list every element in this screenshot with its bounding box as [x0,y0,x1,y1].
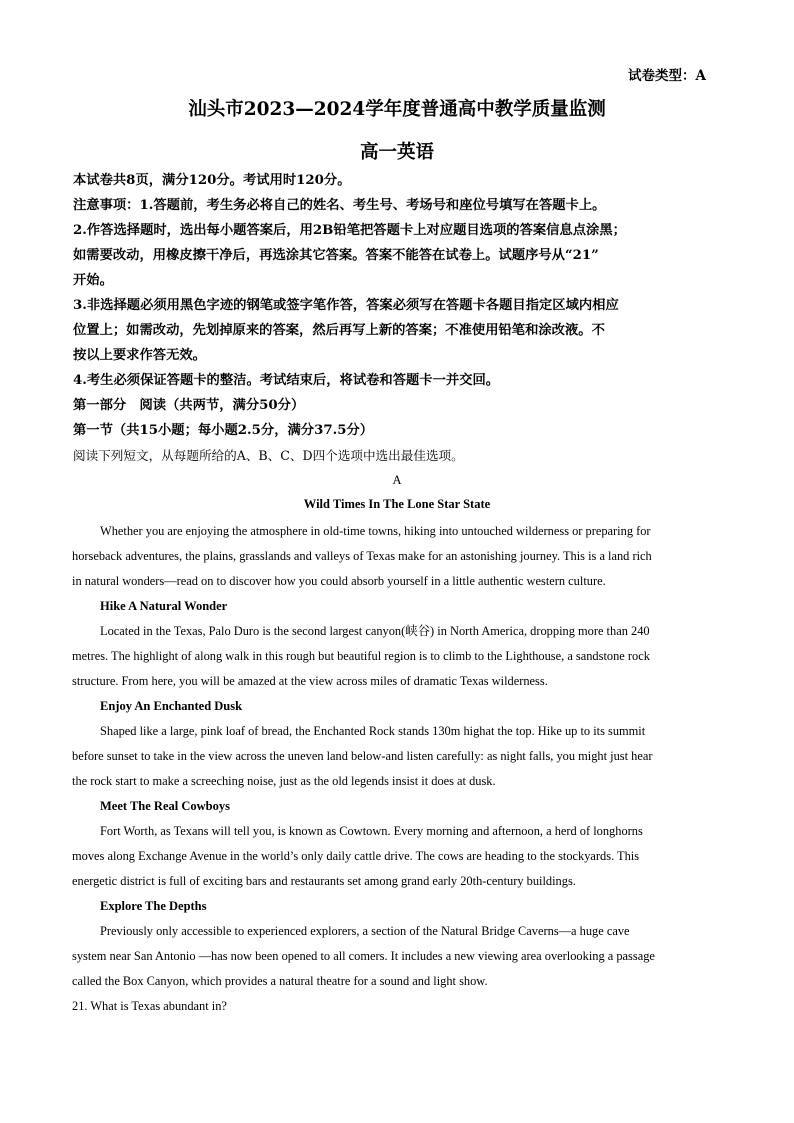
instruction-line: 位置上；如需改动，先划掉原来的答案，然后再写上新的答案；不准使用铅笔和涂改液。不 [73,323,605,338]
instruction-line: 3.非选择题必须用黑色字迹的钢笔或签字笔作答，答案必须写在答题卡各题目指定区域内相应 [73,298,619,313]
instruction-line: 按以上要求作答无效。 [73,348,206,363]
paragraph-line: in natural wonders—read on to discover how you could absorb yourself in a little authentic western culture. [72,574,606,588]
question-21: 21. What is Texas abundant in? [72,999,227,1013]
paragraph-line: Located in the Texas, Palo Duro is the second largest canyon(峡谷) in North America, dropping more than 240 [100,624,650,638]
paragraph-line: Whether you are enjoying the atmosphere in old-time towns, hiking into untouched wilderness or preparing for [100,524,651,538]
paragraph-line: Previously only accessible to experienced explorers, a section of the Natural Bridge Caverns—a huge cave [100,924,630,938]
paragraph-line: energetic district is full of exciting bars and restaurants set among grand early 20th-century buildings. [72,874,576,888]
paragraph-line: Fort Worth, as Texans will tell you, is known as Cowtown. Every morning and afternoon, a herd of longhorns [100,824,643,838]
part-heading: 第一部分 阅读（共两节，满分50分） [73,398,305,413]
section-subheading: Explore The Depths [100,899,207,913]
paragraph-line: the rock start to make a screeching noise, just as the old legends insist it does at dusk. [72,774,496,788]
passage-title: Wild Times In The Lone Star State [303,497,491,511]
paragraph-line: structure. From here, you will be amazed at the view across miles of dramatic Texas wilderness. [72,674,548,688]
paper-type-label: 试卷类型：A [628,68,706,84]
subject-title: 高一英语 [359,142,434,163]
section-subheading: Enjoy An Enchanted Dusk [100,699,243,713]
paragraph-line: metres. The highlight of along walk in this rough but beautiful region is to climb to the Lighthouse, a sandstone rock [72,649,650,663]
instruction-line: 开始。 [73,273,113,288]
paragraph-line: moves along Exchange Avenue in the world’s only daily cattle drive. The cows are heading to the stockyards. This [72,849,640,863]
exam-title: 汕头市2023—2024学年度普通高中教学质量监测 [188,99,606,120]
instruction-line: 如需要改动，用橡皮擦干净后，再选涂其它答案。答案不能答在试卷上。试题序号从“21” [73,248,599,263]
instruction-line: 4.考生必须保证答题卡的整洁。考试结束后，将试卷和答题卡一并交回。 [73,373,500,388]
paragraph-line: Shaped like a large, pink loaf of bread, the Enchanted Rock stands 130m highat the top. Hike up to its summit [100,724,646,738]
instruction-line: 本试卷共8页，满分120分。考试用时120分。 [73,173,351,188]
instruction-line: 2.作答选择题时，选出每小题答案后，用2B铅笔把答题卡上对应题目选项的答案信息点涂黑； [73,223,626,238]
paragraph-line: horseback adventures, the plains, grasslands and valleys of Texas make for an astonishing journey. This is a land rich [72,549,652,563]
section-subheading: Meet The Real Cowboys [100,799,230,813]
passage-letter: A [392,473,402,487]
paragraph-line: called the Box Canyon, which provides a natural theatre for a sound and light show. [72,974,488,988]
paragraph-line: system near San Antonio —has now been opened to all comers. It includes a new viewing area overlooking a passage [72,949,655,963]
paragraph-line: before sunset to take in the view across the uneven land below-and listen carefully: as night falls, you might just hear [72,749,653,763]
section-heading: 第一节（共15小题；每小题2.5分，满分37.5分） [73,423,374,438]
instruction-line: 注意事项：1.答题前，考生务必将自己的姓名、考生号、考场号和座位号填写在答题卡上。 [73,198,606,213]
direction-text: 阅读下列短文，从每题所给的A、B、C、D四个选项中选出最佳选项。 [73,448,464,463]
section-subheading: Hike A Natural Wonder [100,599,228,613]
